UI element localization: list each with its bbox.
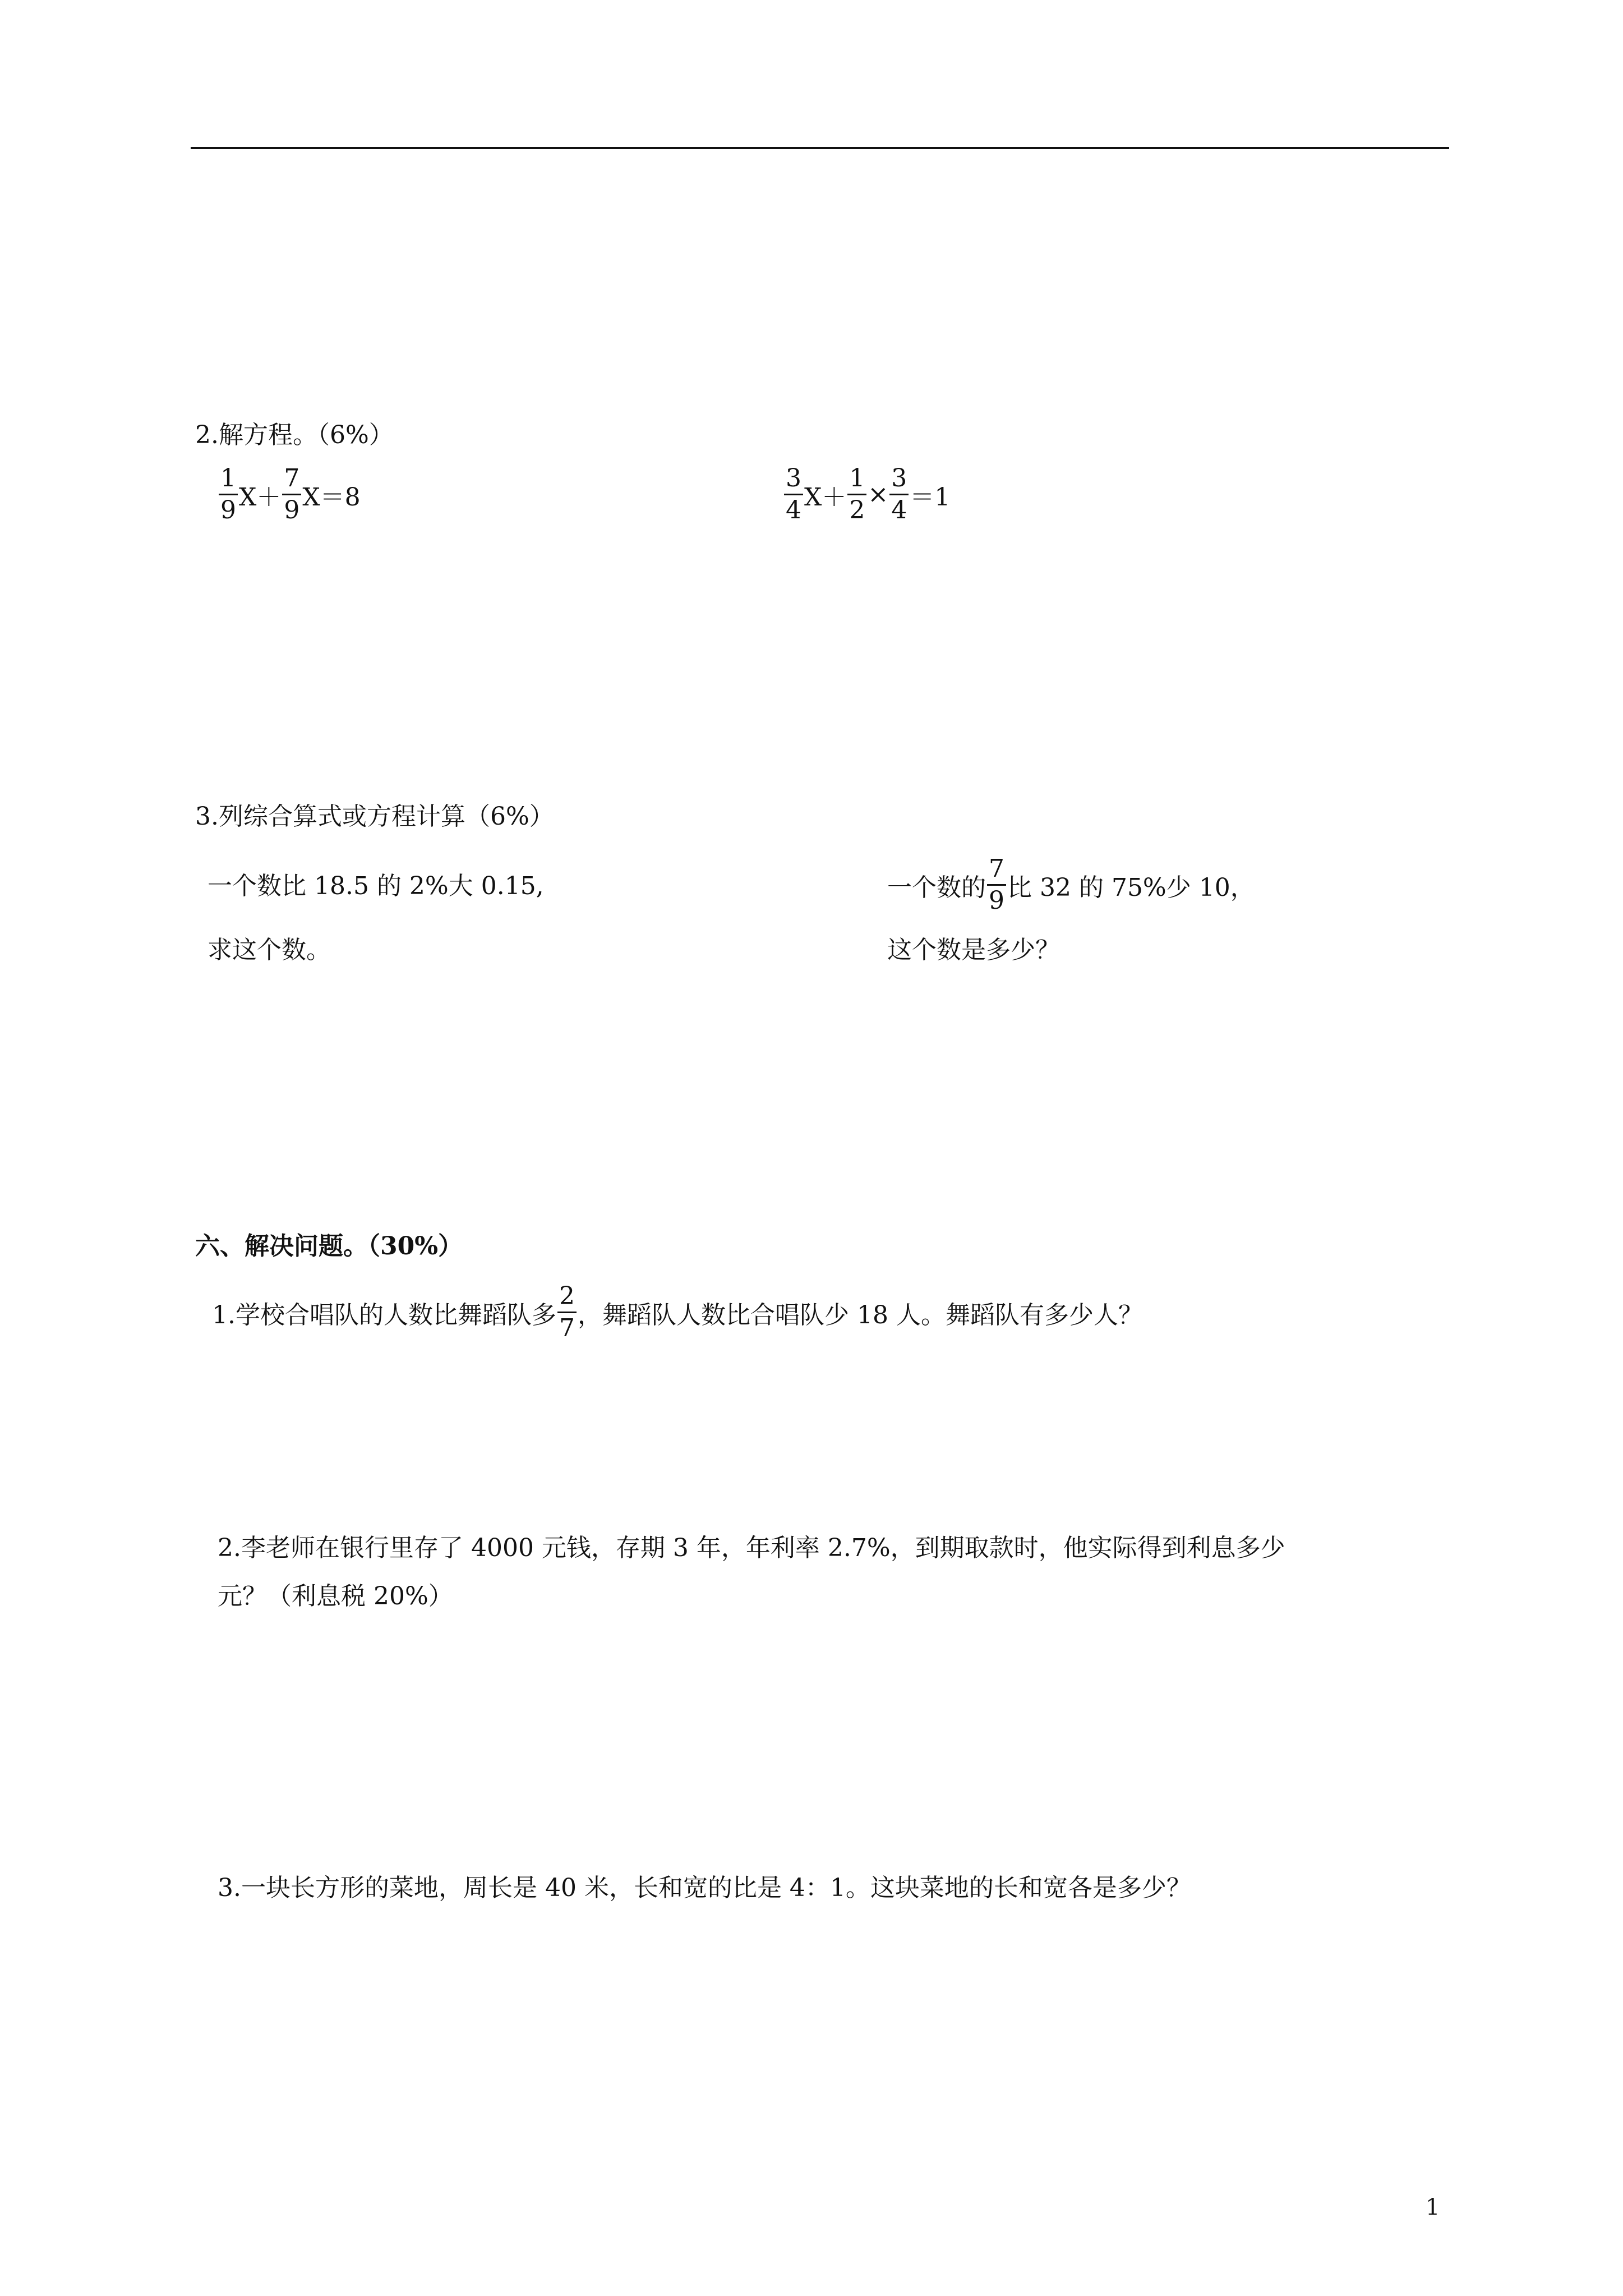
fraction	[987, 854, 1006, 916]
equation-2	[783, 463, 950, 526]
fraction-denominator: 9	[220, 496, 236, 524]
header-rule	[191, 147, 1449, 149]
fraction	[282, 463, 301, 526]
fraction-numerator: 1	[219, 463, 238, 495]
fraction-numerator: 2	[557, 1281, 577, 1313]
fraction-denominator: 9	[284, 496, 300, 524]
problem-1-text: 1.学校合唱队的人数比舞蹈队多	[212, 1300, 556, 1329]
fraction-numerator: 7	[282, 463, 301, 495]
equation-text: X＝8	[302, 482, 361, 512]
fraction	[847, 463, 866, 526]
q3-right-line2: 这个数是多少？	[887, 936, 1060, 964]
section6-heading: 六、解决问题。（30%）	[195, 1232, 463, 1260]
q3-left-line2: 求这个数。	[208, 936, 331, 964]
fraction-numerator: 7	[987, 854, 1006, 886]
fraction-denominator: 4	[786, 496, 801, 524]
problem-1-text: ，舞蹈队人数比合唱队少 18 人。舞蹈队有多少人？	[577, 1300, 1143, 1329]
equation-text: X＋	[239, 482, 282, 512]
q3-left-line1: 一个数比 18.5 的 2%大 0.15,	[208, 872, 544, 900]
page-number: 1	[1426, 2194, 1440, 2220]
problem-3: 3.一块长方形的菜地，周长是 40 米，长和宽的比是 4：1。这块菜地的长和宽各是多少？	[218, 1874, 1191, 1902]
fraction	[889, 463, 909, 526]
problem-2-line1: 2.李老师在银行里存了 4000 元钱，存期 3 年，年利率 2.7%，到期取款时，他实际得到利息多少	[218, 1534, 1285, 1562]
equation-1	[218, 463, 361, 526]
problem-1	[212, 1281, 1143, 1343]
equation-text: ＝1	[910, 482, 951, 512]
fraction	[219, 463, 238, 526]
equation-text: X＋	[804, 482, 847, 512]
fraction	[784, 463, 803, 526]
fraction	[557, 1281, 577, 1343]
fraction-numerator: 1	[847, 463, 866, 495]
fraction-numerator: 3	[784, 463, 803, 495]
q2-heading: 2.解方程。（6%）	[195, 421, 394, 449]
fraction-denominator: 2	[849, 496, 865, 524]
q3-heading: 3.列综合算式或方程计算（6%）	[195, 802, 554, 831]
fraction-numerator: 3	[889, 463, 909, 495]
fraction-denominator: 9	[989, 886, 1004, 915]
q3-right-text: 比 32 的 75%少 10，	[1007, 873, 1255, 902]
fraction-denominator: 4	[891, 496, 907, 524]
equation-text: ×	[868, 480, 889, 509]
q3-right-line1	[887, 854, 1255, 916]
problem-2-line2: 元？（利息税 20%）	[218, 1582, 453, 1611]
fraction-denominator: 7	[559, 1314, 575, 1342]
q3-right-text: 一个数的	[887, 873, 986, 902]
